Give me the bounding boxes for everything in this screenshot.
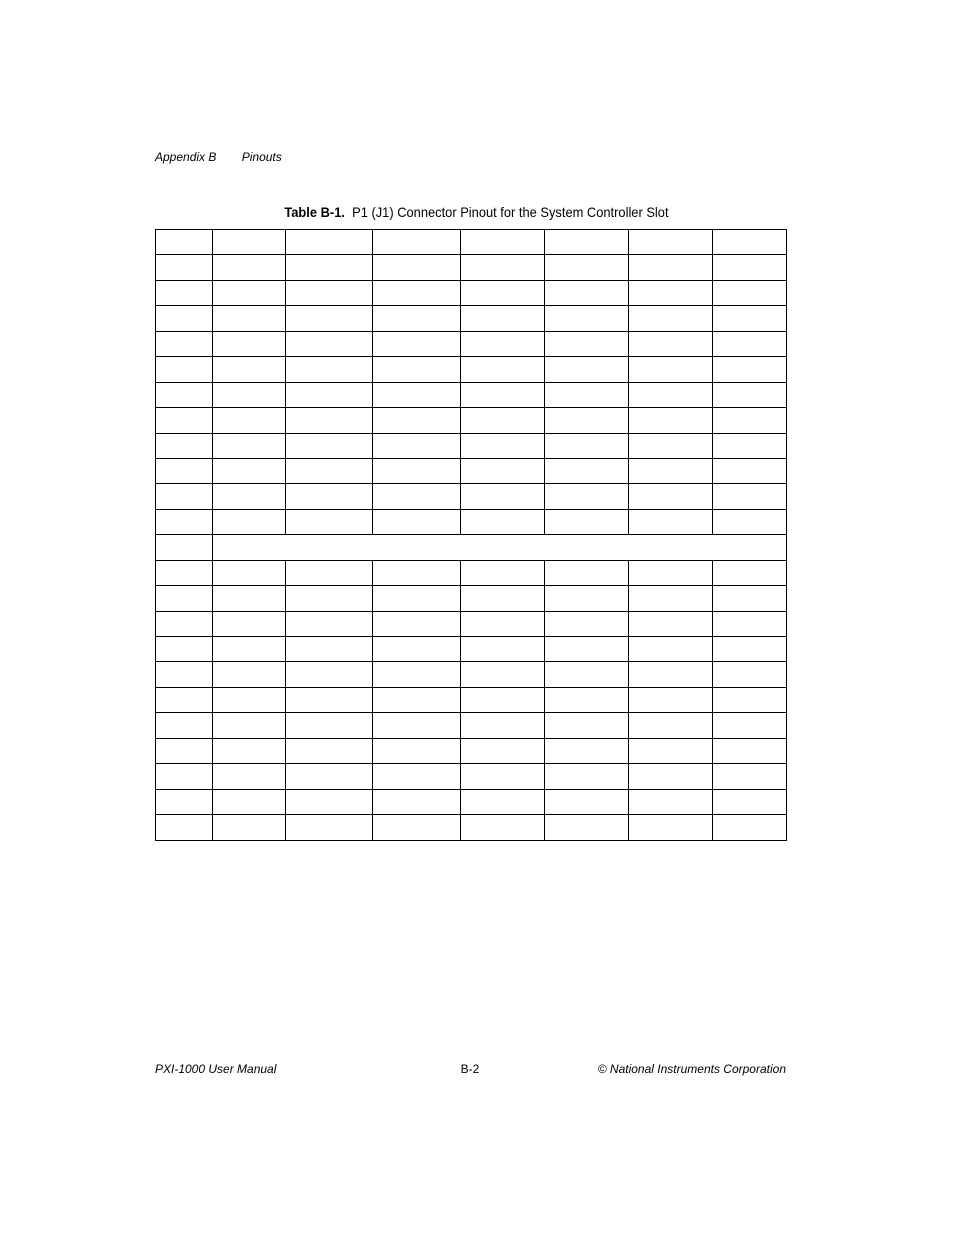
table-cell [156, 509, 213, 534]
table-cell [213, 611, 286, 636]
table-cell [286, 408, 373, 433]
table-row [156, 357, 787, 382]
table-cell [629, 306, 713, 331]
table-cell [156, 331, 213, 356]
table-cell [286, 458, 373, 483]
table-cell [373, 357, 461, 382]
table-cell [545, 637, 629, 662]
table-row [156, 484, 787, 509]
table-cell [213, 560, 286, 585]
table-cell [213, 433, 286, 458]
table-cell [461, 230, 545, 255]
table-cell [713, 408, 787, 433]
table-cell [156, 586, 213, 611]
table-cell [286, 738, 373, 763]
table-cell [286, 815, 373, 840]
table-cell [373, 687, 461, 712]
table-cell [213, 230, 286, 255]
table-cell [545, 331, 629, 356]
table-cell [629, 560, 713, 585]
table-cell [373, 738, 461, 763]
table-cell [629, 230, 713, 255]
table-cell-merged [213, 535, 787, 560]
table-row [156, 509, 787, 534]
table-cell [461, 815, 545, 840]
table-cell [156, 637, 213, 662]
table-cell [286, 662, 373, 687]
table-cell [373, 789, 461, 814]
table-cell [156, 484, 213, 509]
table-cell [461, 764, 545, 789]
table-row [156, 433, 787, 458]
table-cell [545, 458, 629, 483]
table-cell [461, 255, 545, 280]
table-cell [629, 484, 713, 509]
table-cell [373, 586, 461, 611]
table-cell [286, 357, 373, 382]
table-cell [286, 382, 373, 407]
table-cell [629, 408, 713, 433]
table-cell [629, 815, 713, 840]
table-cell [545, 306, 629, 331]
table-cell [213, 815, 286, 840]
table-cell [629, 764, 713, 789]
running-header [155, 150, 282, 164]
table-cell [373, 382, 461, 407]
table-row [156, 637, 787, 662]
table-cell [545, 408, 629, 433]
table-cell [156, 662, 213, 687]
table-cell [156, 357, 213, 382]
table-cell [286, 255, 373, 280]
table-cell [545, 815, 629, 840]
table-row [156, 687, 787, 712]
table-cell [286, 586, 373, 611]
table-cell [213, 687, 286, 712]
header-section: Pinouts [241, 150, 282, 164]
table-cell [545, 586, 629, 611]
table-cell [156, 815, 213, 840]
table-cell [373, 764, 461, 789]
table-cell [156, 738, 213, 763]
table-cell [461, 713, 545, 738]
table-cell [373, 611, 461, 636]
table-cell [713, 815, 787, 840]
table-cell [545, 509, 629, 534]
table-cell [213, 280, 286, 305]
table-cell [156, 433, 213, 458]
table-cell [545, 789, 629, 814]
table-cell [629, 433, 713, 458]
table-cell [713, 611, 787, 636]
table-cell [373, 713, 461, 738]
table-cell [373, 484, 461, 509]
table-row [156, 662, 787, 687]
table-cell [713, 764, 787, 789]
table-cell [213, 458, 286, 483]
table-cell [373, 509, 461, 534]
table-cell [461, 509, 545, 534]
table-cell [713, 789, 787, 814]
table-row [156, 458, 787, 483]
table-cell [373, 815, 461, 840]
table-cell [213, 662, 286, 687]
table-cell [713, 738, 787, 763]
table-cell [713, 331, 787, 356]
table-cell [461, 458, 545, 483]
table-cell [545, 280, 629, 305]
table-cell [545, 357, 629, 382]
table-cell [545, 230, 629, 255]
table-cell [461, 586, 545, 611]
table-row [156, 789, 787, 814]
table-cell [156, 458, 213, 483]
table-cell [713, 458, 787, 483]
table-cell [461, 433, 545, 458]
table-cell [629, 738, 713, 763]
table-cell [213, 357, 286, 382]
table-cell [545, 382, 629, 407]
table-cell [213, 331, 286, 356]
table-row [156, 306, 787, 331]
table-cell [545, 255, 629, 280]
table-cell [373, 280, 461, 305]
table-cell [461, 687, 545, 712]
table-cell [461, 382, 545, 407]
table-cell [213, 637, 286, 662]
table-row [156, 408, 787, 433]
table-cell [713, 306, 787, 331]
table-cell [713, 433, 787, 458]
table-row [156, 230, 787, 255]
table-row [156, 331, 787, 356]
table-cell [286, 306, 373, 331]
table-cell [713, 662, 787, 687]
table-cell [286, 230, 373, 255]
table-cell [286, 280, 373, 305]
table-cell [156, 713, 213, 738]
table-cell [156, 560, 213, 585]
table-cell [286, 509, 373, 534]
table-cell [713, 560, 787, 585]
table-cell [373, 433, 461, 458]
table-cell [713, 484, 787, 509]
table-cell [461, 357, 545, 382]
table-cell [373, 637, 461, 662]
table-cell [286, 764, 373, 789]
table-cell [629, 255, 713, 280]
table-cell [629, 382, 713, 407]
table-cell [461, 637, 545, 662]
table-cell [373, 306, 461, 331]
table-cell [156, 789, 213, 814]
table-row [156, 255, 787, 280]
table-cell [213, 764, 286, 789]
table-cell [713, 713, 787, 738]
table-cell [156, 382, 213, 407]
table-cell [545, 764, 629, 789]
table-cell [545, 433, 629, 458]
table-cell [213, 408, 286, 433]
table-cell [629, 357, 713, 382]
table-row [156, 560, 787, 585]
table-cell [461, 560, 545, 585]
table-cell [629, 331, 713, 356]
table-cell [156, 280, 213, 305]
table-cell [461, 306, 545, 331]
table-cell [545, 738, 629, 763]
table-cell [213, 738, 286, 763]
table-cell [461, 331, 545, 356]
table-cell [629, 458, 713, 483]
table-row [156, 815, 787, 840]
table-cell [545, 611, 629, 636]
table-cell [373, 408, 461, 433]
table-row [156, 382, 787, 407]
footer-manual: PXI-1000 User Manual [155, 1062, 277, 1076]
table-cell [373, 458, 461, 483]
table-cell [156, 687, 213, 712]
table-cell [713, 230, 787, 255]
table-cell [213, 306, 286, 331]
table-cell [286, 560, 373, 585]
table-cell [286, 611, 373, 636]
table-cell [286, 687, 373, 712]
table-cell [629, 637, 713, 662]
table-row [156, 586, 787, 611]
table-cell [461, 789, 545, 814]
table-cell [629, 509, 713, 534]
table-cell [286, 433, 373, 458]
table-cell [629, 713, 713, 738]
table-row [156, 280, 787, 305]
table-cell [629, 662, 713, 687]
table-cell [373, 331, 461, 356]
table-cell [156, 408, 213, 433]
table-cell [713, 280, 787, 305]
table-cell [213, 255, 286, 280]
table-cell [213, 382, 286, 407]
table-cell [461, 484, 545, 509]
table-cell [461, 662, 545, 687]
table-cell [156, 306, 213, 331]
table-cell [629, 586, 713, 611]
pinout-table-body [156, 230, 787, 841]
table-row [156, 535, 787, 560]
table-cell [629, 280, 713, 305]
table-cell [545, 687, 629, 712]
table-cell [156, 255, 213, 280]
table-cell [286, 331, 373, 356]
header-appendix: Appendix B [155, 150, 217, 164]
table-cell [213, 484, 286, 509]
table-cell [156, 611, 213, 636]
table-cell [545, 484, 629, 509]
table-row [156, 611, 787, 636]
table-cell [629, 687, 713, 712]
table-cell [286, 713, 373, 738]
table-cell [213, 509, 286, 534]
table-cell [156, 230, 213, 255]
table-cell [713, 586, 787, 611]
table-cell [213, 789, 286, 814]
table-cell [713, 509, 787, 534]
table-cell [373, 662, 461, 687]
table-cell [629, 789, 713, 814]
table-cell [286, 789, 373, 814]
table-cell [213, 713, 286, 738]
table-cell [713, 357, 787, 382]
table-cell [713, 637, 787, 662]
footer-copyright: © National Instruments Corporation [597, 1062, 786, 1076]
table-cell [156, 764, 213, 789]
table-cell [545, 662, 629, 687]
table-cell [461, 408, 545, 433]
table-title: P1 (J1) Connector Pinout for the System Controller Slot [352, 204, 669, 220]
table-cell [629, 611, 713, 636]
table-cell [461, 280, 545, 305]
table-row [156, 713, 787, 738]
table-cell [461, 611, 545, 636]
table-cell [713, 382, 787, 407]
table-cell [373, 230, 461, 255]
table-cell [713, 687, 787, 712]
table-cell [545, 713, 629, 738]
table-row [156, 738, 787, 763]
footer-page-number: B-2 [460, 1062, 480, 1076]
table-cell [713, 255, 787, 280]
table-cell [286, 484, 373, 509]
table-cell [461, 738, 545, 763]
pinout-table [155, 229, 787, 841]
table-cell [545, 560, 629, 585]
table-cell [286, 637, 373, 662]
table-cell [373, 560, 461, 585]
table-caption [38, 204, 916, 220]
table-row [156, 764, 787, 789]
table-cell [213, 586, 286, 611]
table-cell [156, 535, 213, 560]
table-cell [373, 255, 461, 280]
table-label: Table B-1. [284, 204, 345, 220]
